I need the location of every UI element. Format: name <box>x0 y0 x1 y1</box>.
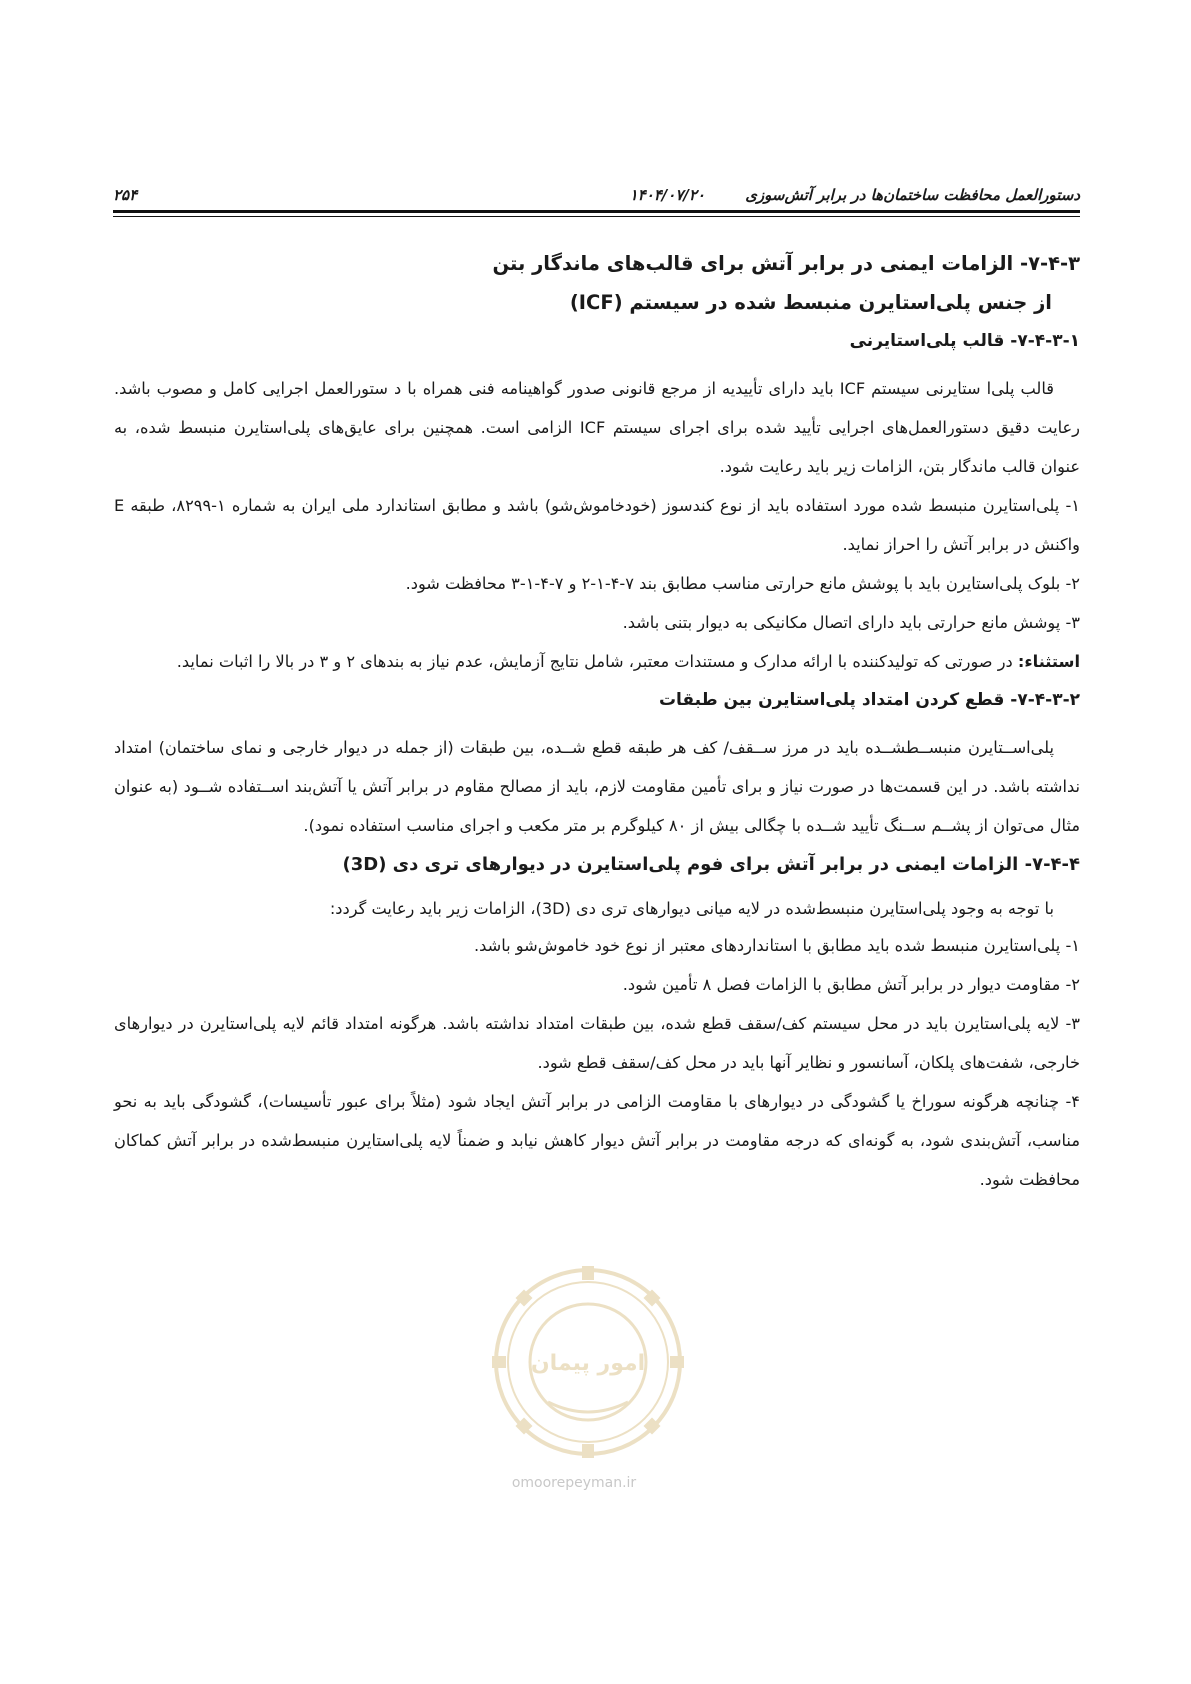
exception-paragraph <box>114 642 1080 681</box>
watermark-url: omoorepeyman.ir <box>511 1475 637 1491</box>
page-number: ۲۵۴ <box>113 186 138 204</box>
seal-text: امور پیمان <box>530 1351 646 1376</box>
section-7-4-4-heading: ۷-۴-۴- الزامات ایمنی در برابر آتش برای فوم پلی‌استایرن در دیوارهای تری دی (3D) <box>342 854 1080 875</box>
body-content <box>114 244 1080 1199</box>
section-7-4-4-item-1: ۱- پلی‌استایرن منبسط شده باید مطابق با استانداردهای معتبر از نوع خود خاموش‌شو باشد. <box>474 936 1080 955</box>
section-7-4-3-1-item-2: ۲- بلوک پلی‌استایرن باید با پوشش مانع حرارتی مناسب مطابق بند ۷-۴-۱-۲ و ۷-۴-۱-۳ محافظت شود. <box>405 574 1080 593</box>
exception-text: در صورتی که تولیدکننده با ارائه مدارک و مستندات معتبر، شامل نتایج آزمایش، عدم نیاز به بندهای ۲ و ۳ در بالا را اثبات نماید. <box>176 652 1018 671</box>
section-7-4-3-1-item-1: ۱- پلی‌استایرن منبسط شده مورد استفاده باید از نوع کندسوز (خودخاموش‌شو) باشد و مطابق استاندارد ملی ایران به شماره ۱-۸۲۹۹، طبقه E واکنش در برابر آتش را احراز نماید. <box>114 496 1080 554</box>
header-rule-thin <box>113 216 1080 217</box>
section-7-4-3-1-item-3: ۳- پوشش مانع حرارتی باید دارای اتصال مکانیکی به دیوار بتنی باشد. <box>622 613 1080 632</box>
section-7-4-4-item-3: ۳- لایه پلی‌استایرن باید در محل سیستم کف/سقف قطع شده، بین طبقات امتداد نداشته باشد. هرگونه امتداد قائم لایه پلی‌استایرن در دیوارهای خارجی، شفت‌های پلکان، آسانسور و نظایر آنها باید در محل کف/سقف قطع شود. <box>114 1014 1080 1072</box>
exception-label: استثناء: <box>1017 652 1080 671</box>
section-7-4-3-2-paragraph: پلی‌اســتایرن منبســطشــده باید در مرز ســقف/ کف هر طبقه قطع شــده، بین طبقات (از جمله در دیوار خارجی و نمای ساختمان) امتداد نداشته باشد. در این قسمت‌ها در صورت نیاز و برای تأمین مقاومت لازم، باید از مصالح مقاوم در برابر آتش یا آتش‌بند اســتفاده شــود (به عنوان مثال می‌توان از پشــم ســنگ تأیید شــده با چگالی بیش از ۸۰ کیلوگرم بر متر مکعب و اجرای مناسب استفاده نمود). <box>114 738 1080 835</box>
section-7-4-4-item-4: ۴- چنانچه هرگونه سوراخ یا گشودگی در دیوارهای با مقاومت الزامی در برابر آتش ایجاد شود (مثلاً برای عبور تأسیسات)، گشودگی باید به نحو مناسب، آتش‌بندی شود، به گونه‌ای که درجه مقاومت در برابر آتش دیوار کاهش نیابد و ضمناً لایه پلی‌استایرن منبسط‌شده در برابر آتش کماکان محافظت شود. <box>114 1092 1080 1189</box>
header-rule-thick <box>113 210 1080 213</box>
page-header <box>113 182 1080 208</box>
section-7-4-3-heading-line2: از جنس پلی‌استایرن منبسط شده در سیستم (ICF) <box>569 291 1052 314</box>
section-7-4-4-item-2: ۲- مقاومت دیوار در برابر آتش مطابق با الزامات فصل ۸ تأمین شود. <box>622 975 1080 994</box>
header-title: دستورالعمل محافظت ساختمان‌ها در برابر آتش‌سوزی <box>745 186 1080 204</box>
section-7-4-3-heading-line1: ۷-۴-۳- الزامات ایمنی در برابر آتش برای قالب‌های ماندگار بتن <box>492 252 1080 275</box>
watermark-seal-icon <box>488 1262 688 1462</box>
header-date: ۱۴۰۴/۰۷/۲۰ <box>629 186 705 204</box>
section-7-4-3-1-heading: ۷-۴-۳-۱- قالب پلی‌استایرنی <box>849 331 1080 351</box>
section-7-4-3-1-paragraph: قالب پلی‌ا ستایرنی سیستم ICF باید دارای تأییدیه از مرجع قانونی صدور گواهینامه فنی همراه با د ستورالعمل اجرایی کامل و مصوب باشد. رعایت دقیق دستورالعمل‌های اجرایی تأیید شده برای اجرای سیستم ICF الزامی است. همچنین برای عایق‌های پلی‌استایرن منبسط شده، به عنوان قالب ماندگار بتن، الزامات زیر باید رعایت شود. <box>114 379 1080 476</box>
section-7-4-4-intro: با توجه به وجود پلی‌استایرن منبسط‌شده در لایه میانی دیوارهای تری دی (3D)، الزامات زیر باید رعایت گردد: <box>329 899 1054 918</box>
section-7-4-3-2-heading: ۷-۴-۳-۲- قطع کردن امتداد پلی‌استایرن بین طبقات <box>658 690 1080 710</box>
